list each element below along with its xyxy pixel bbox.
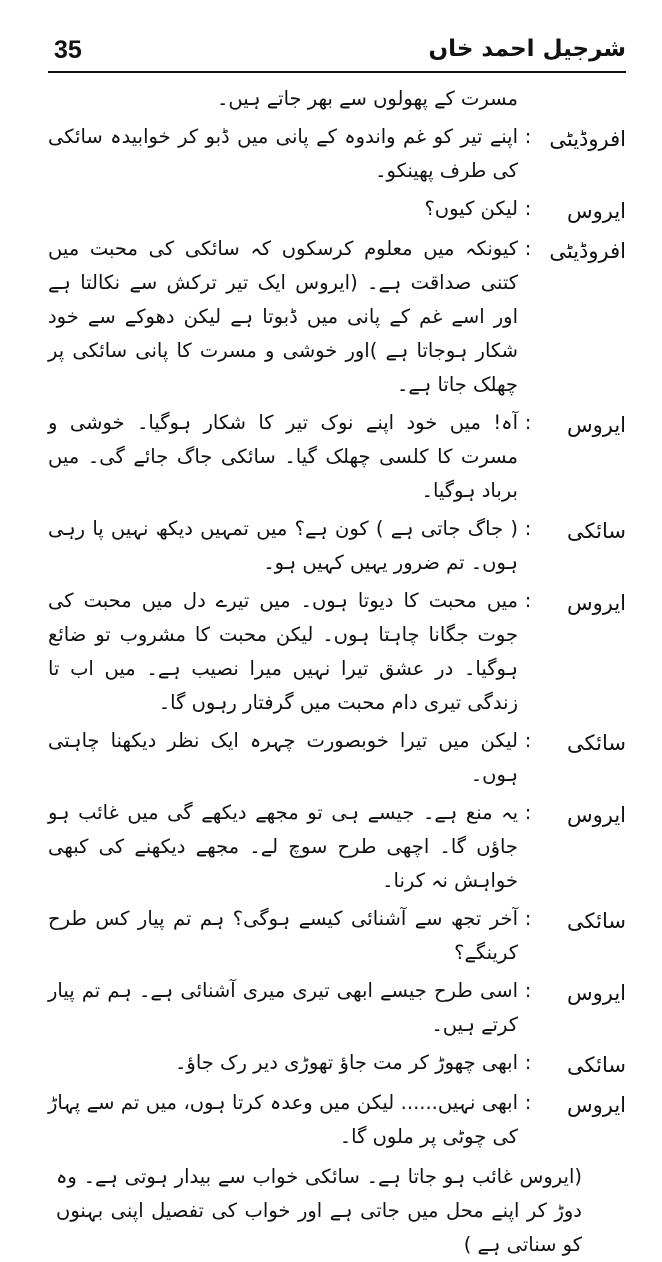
speaker-colon: : — [524, 907, 532, 930]
dialogue-entry — [48, 724, 626, 792]
speaker-name: افروڈیٹی — [549, 239, 626, 263]
speaker-colon: : — [524, 979, 532, 1002]
dialogue-entry — [48, 974, 626, 1042]
speaker-name: سائکی — [567, 909, 626, 933]
speech-text: ابھی چھوڑ کر مت جاؤ تھوڑی دیر رک جاؤ۔ — [174, 1051, 518, 1074]
speaker-name: افروڈیٹی — [549, 127, 626, 151]
speech-text: آہ! میں خود اپنے نوک تیر کا شکار ہوگیا۔ خوشی و مسرت کا کلسی چھلک گیا۔ سائکی جاگ جائے گی۔ میں برباد ہوگیا۔ — [48, 411, 518, 502]
header-rule — [48, 71, 626, 73]
speaker-name: سائکی — [567, 731, 626, 755]
dialogue-entry — [48, 192, 626, 228]
speaker-name: ایروس — [566, 803, 626, 827]
speaker-name: ایروس — [566, 199, 626, 223]
dialogue-entry — [48, 406, 626, 508]
page-body — [48, 82, 626, 1262]
dialogue-entry — [48, 1086, 626, 1154]
speaker-name: ایروس — [566, 1093, 626, 1117]
speech-text: اپنے تیر کو غم واندوہ کے پانی میں ڈبو کر خوابیدہ سائکی کی طرف پھینکو۔ — [48, 125, 518, 182]
speaker-colon: : — [524, 411, 532, 434]
speech-text: میں محبت کا دیوتا ہوں۔ میں تیرے دل میں محبت کی جوت جگانا چاہتا ہوں۔ لیکن محبت کا مشروب تو ضائع ہوگیا۔ در عشق تیرا نہیں میرا نصیب ہے۔ میں اب تا زندگی تیری دام محبت میں گرفتار رہوں گا۔ — [48, 589, 518, 714]
page-number: 35 — [54, 36, 82, 64]
dialogue-list — [48, 120, 626, 1154]
dialogue-entry — [48, 796, 626, 898]
speech-text: ( جاگ جاتی ہے ) کون ہے؟ میں تمہیں دیکھ نہیں پا رہی ہوں۔ تم ضرور یہیں کہیں ہو۔ — [48, 517, 518, 574]
speech-text: کیونکہ میں معلوم کرسکوں کہ سائکی کی محبت میں کتنی صداقت ہے۔ (ایروس ایک تیر ترکش سے نکالتا ہے اور اسے غم کے پانی میں ڈبوتا ہے لیکن دھوکے سے خود شکار ہوجاتا ہے )اور خوشی و مسرت کا پانی سائکی پر چھلک جاتا ہے۔ — [48, 237, 518, 396]
speech-text: اسی طرح جیسے ابھی تیری میری آشنائی ہے۔ ہم تم پیار کرتے ہیں۔ — [48, 979, 518, 1036]
dialogue-entry — [48, 120, 626, 188]
speaker-name: سائکی — [567, 519, 626, 543]
opening-line: مسرت کے پھولوں سے بھر جاتے ہیں۔ — [216, 87, 518, 110]
speaker-name: ایروس — [566, 981, 626, 1005]
speech-text: لیکن میں تیرا خوبصورت چہرہ ایک نظر دیکھنا چاہتی ہوں۔ — [48, 729, 518, 786]
speaker-colon: : — [524, 729, 532, 752]
dialogue-entry — [48, 512, 626, 580]
speaker-colon: : — [524, 1091, 532, 1114]
dialogue-entry — [48, 584, 626, 720]
speech-text: یہ منع ہے۔ جیسے ہی تو مجھے دیکھے گی میں غائب ہو جاؤں گا۔ اچھی طرح سوچ لے۔ مجھے دیکھنے کی کبھی خواہش نہ کرنا۔ — [48, 801, 518, 892]
dialogue-entry — [48, 232, 626, 402]
speaker-name: سائکی — [567, 1053, 626, 1077]
closing-stage-direction: (ایروس غائب ہو جاتا ہے۔ سائکی خواب سے بیدار ہوتی ہے۔ وہ دوڑ کر اپنے محل میں جاتی ہے اور خواب کی تفصیل اپنی بہنوں کو سناتی ہے ) — [56, 1165, 582, 1256]
speech-text: آخر تجھ سے آشنائی کیسے ہوگی؟ ہم تم پیار کس طرح کرینگے؟ — [48, 907, 518, 964]
dialogue-entry — [48, 1046, 626, 1082]
speaker-colon: : — [524, 589, 532, 612]
speaker-colon: : — [524, 237, 532, 260]
speaker-colon: : — [524, 197, 532, 220]
speaker-colon: : — [524, 1051, 532, 1074]
speaker-colon: : — [524, 125, 532, 148]
speaker-name: ایروس — [566, 413, 626, 437]
speech-text: لیکن کیوں؟ — [424, 197, 518, 220]
speaker-name: ایروس — [566, 591, 626, 615]
speaker-colon: : — [524, 517, 532, 540]
speech-text: ابھی نہیں...... لیکن میں وعدہ کرتا ہوں، میں تم سے پہاڑ کی چوٹی پر ملوں گا۔ — [48, 1091, 518, 1148]
speaker-colon: : — [524, 801, 532, 824]
running-title: شرجیل احمد خاں — [428, 36, 626, 62]
dialogue-entry — [48, 902, 626, 970]
page-header — [48, 36, 626, 68]
